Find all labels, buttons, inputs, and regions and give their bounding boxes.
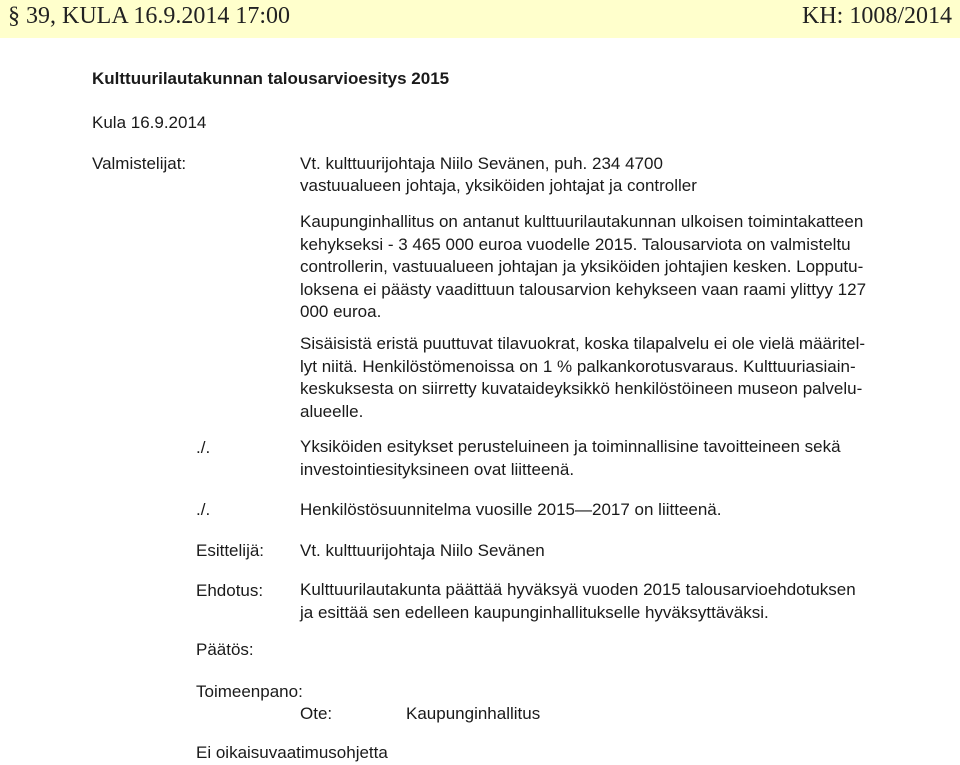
header-band: [0, 0, 960, 38]
paragraph-line: Kulttuurilautakunta päättää hyväksyä vuoden 2015 talousarvioehdotuksen: [300, 580, 856, 599]
attachment-staff-plan-text: Henkilöstösuunnitelma vuosille 2015—2017 on liitteenä.: [300, 500, 722, 519]
meeting-reference: § 39, KULA 16.9.2014 17:00: [8, 3, 290, 29]
document-title: Kulttuurilautakunnan talousarvioesitys 2015: [92, 69, 450, 88]
copy-recipient: Kaupunginhallitus: [406, 704, 541, 723]
attachment-marker: ./.: [196, 438, 211, 457]
proposal-text: [300, 579, 900, 624]
decision-label: Päätös:: [196, 640, 254, 659]
paragraph-line: loksena ei päästy vaadittuun talousarvion kehykseen vaan raami ylittyy 127: [300, 279, 867, 299]
case-number: KH: 1008/2014: [802, 3, 952, 29]
paragraph-budget-frame: [300, 211, 900, 324]
preparers-label: Valmistelijat:: [92, 154, 187, 173]
copy-label: Ote:: [300, 704, 333, 723]
paragraph-line: controllerin, vastuualueen johtajan ja yksiköiden johtajien kesken. Lopputu-: [300, 257, 864, 276]
attachment-marker: ./.: [196, 500, 211, 519]
paragraph-line: keskuksesta on siirretty kuvataideyksikkö henkilöstöineen museon palvelu-: [300, 379, 863, 398]
appeal-note: Ei oikaisuvaatimusohjetta: [196, 743, 388, 762]
presenter-label: Esittelijä:: [196, 541, 265, 560]
preparers-line-1: Vt. kulttuurijohtaja Niilo Sevänen, puh. 234 4700: [300, 154, 663, 173]
paragraph-line: kehykseksi - 3 465 000 euroa vuodelle 2015. Talousarviota on valmisteltu: [300, 234, 851, 254]
date-line: Kula 16.9.2014: [92, 113, 207, 132]
preparers-line-2: vastuualueen johtaja, yksiköiden johtajat ja controller: [300, 176, 697, 195]
paragraph-line: ja esittää sen edelleen kaupunginhallitukselle hyväksyttäväksi.: [300, 602, 769, 622]
paragraph-line: alueelle.: [300, 401, 364, 421]
paragraph-line: Kaupunginhallitus on antanut kulttuurilautakunnan ulkoisen toimintakatteen: [300, 212, 864, 231]
paragraph-line: Sisäisistä eristä puuttuvat tilavuokrat, koska tilapalvelu ei ole vielä määritel-: [300, 334, 866, 353]
attachment-units-text: [300, 436, 900, 481]
proposal-label: Ehdotus:: [196, 581, 264, 600]
paragraph-line: lyt niitä. Henkilöstömenoissa on 1 % palkankorotusvaraus. Kulttuuriasiain-: [300, 356, 856, 376]
paragraph-internal-items: [300, 333, 900, 423]
paragraph-line: investointiesityksineen ovat liitteenä.: [300, 459, 575, 479]
implementation-label: Toimeenpano:: [196, 682, 303, 701]
paragraph-line: 000 euroa.: [300, 302, 382, 321]
presenter-value: Vt. kulttuurijohtaja Niilo Sevänen: [300, 541, 545, 560]
paragraph-line: Yksiköiden esitykset perusteluineen ja toiminnallisine tavoitteineen sekä: [300, 437, 841, 456]
